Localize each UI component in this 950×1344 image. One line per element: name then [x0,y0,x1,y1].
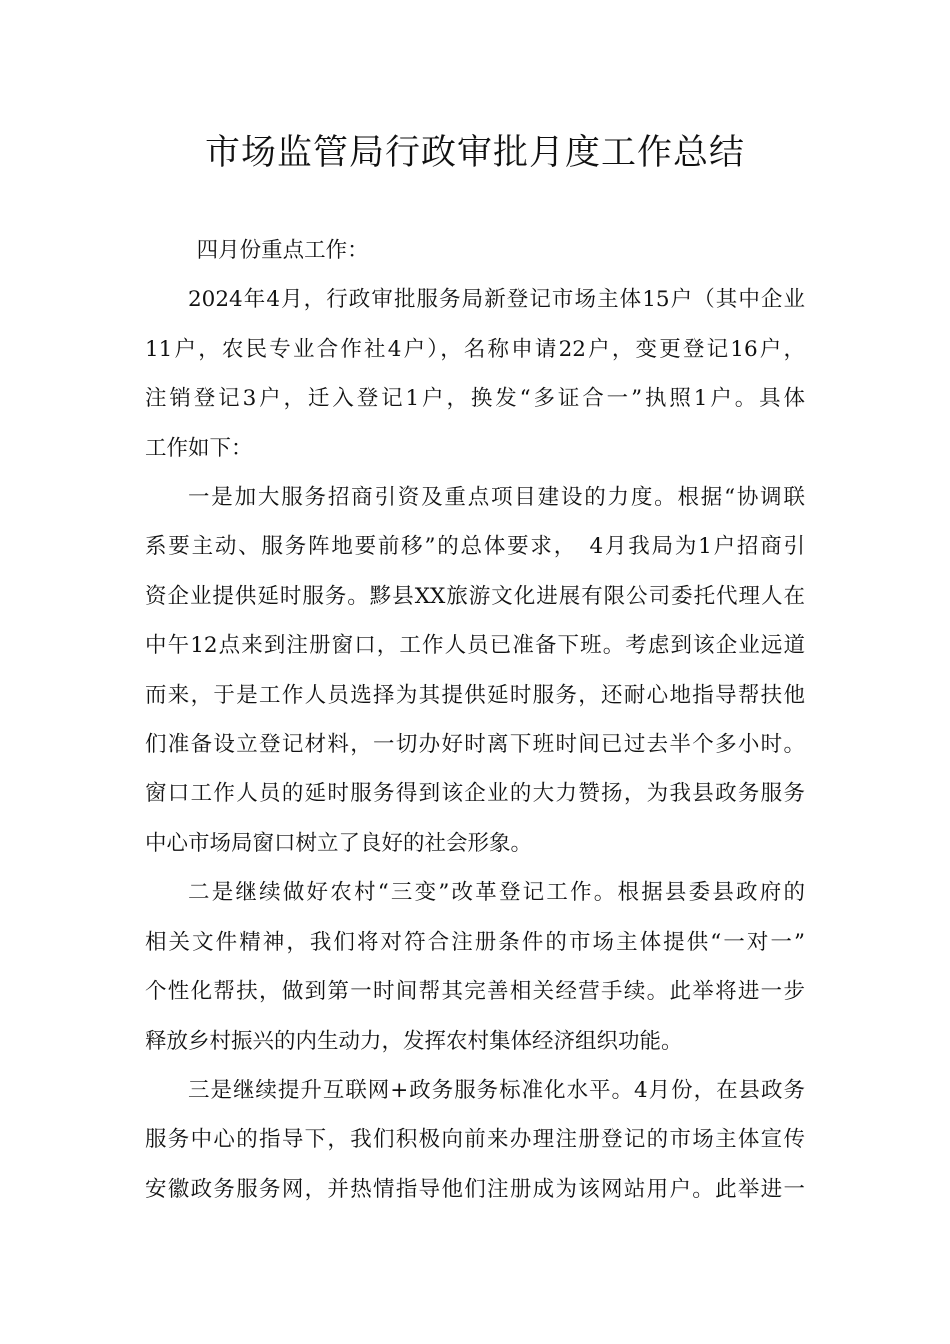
paragraph-item-one [145,473,805,868]
paragraph-line: 一是加大服务招商引资及重点项目建设的力度。根据“协调联 [188,485,805,511]
paragraph-section-heading [145,226,805,275]
paragraph-line: 们准备设立登记材料，一切办好时离下班时间已过去半个多小时。 [145,732,805,758]
paragraph-line: 2024年4月，行政审批服务局新登记市场主体15户（其中企业 [188,287,805,313]
paragraph-item-two [145,868,805,1066]
paragraph-line: 中心市场局窗口树立了良好的社会形象。 [145,830,533,856]
paragraph-line: 个性化帮扶，做到第一时间帮其完善相关经营手续。此举将进一步 [145,979,805,1005]
paragraph-line: 11户，农民专业合作社4户），名称申请22户，变更登记16户， [145,336,805,362]
paragraph-line: 三是继续提升互联网+政务服务标准化水平。4月份，在县政务 [188,1077,805,1103]
paragraph-line: 而来，于是工作人员选择为其提供延时服务，还耐心地指导帮扶他 [145,682,805,708]
paragraph-line: 二是继续做好农村“三变”改革登记工作。根据县委县政府的 [188,880,805,906]
paragraph-line: 服务中心的指导下，我们积极向前来办理注册登记的市场主体宣传 [145,1127,805,1153]
paragraph-line: 中午12点来到注册窗口，工作人员已准备下班。考虑到该企业远道 [145,633,805,659]
paragraph-line: 系要主动、服务阵地要前移”的总体要求， 4月我局为1户招商引 [145,534,805,560]
paragraph-summary [145,275,805,473]
paragraph-item-three [145,1066,805,1214]
paragraph-line: 资企业提供延时服务。黟县XX旅游文化进展有限公司委托代理人在 [145,583,805,609]
paragraph-line: 四月份重点工作： [196,238,369,263]
paragraph-line: 工作如下： [145,435,253,461]
paragraph-line: 注销登记3户，迁入登记1户，换发“多证合一”执照1户。具体 [145,386,805,412]
document-body [145,226,805,1214]
paragraph-line: 安徽政务服务网，并热情指导他们注册成为该网站用户。此举进一 [145,1176,805,1202]
paragraph-line: 相关文件精神，我们将对符合注册条件的市场主体提供“一对一” [145,929,805,955]
paragraph-line: 释放乡村振兴的内生动力，发挥农村集体经济组织功能。 [145,1028,683,1054]
document-title: 市场监管局行政审批月度工作总结 [204,133,745,173]
paragraph-line: 窗口工作人员的延时服务得到该企业的大力赞扬，为我县政务服务 [145,781,805,807]
